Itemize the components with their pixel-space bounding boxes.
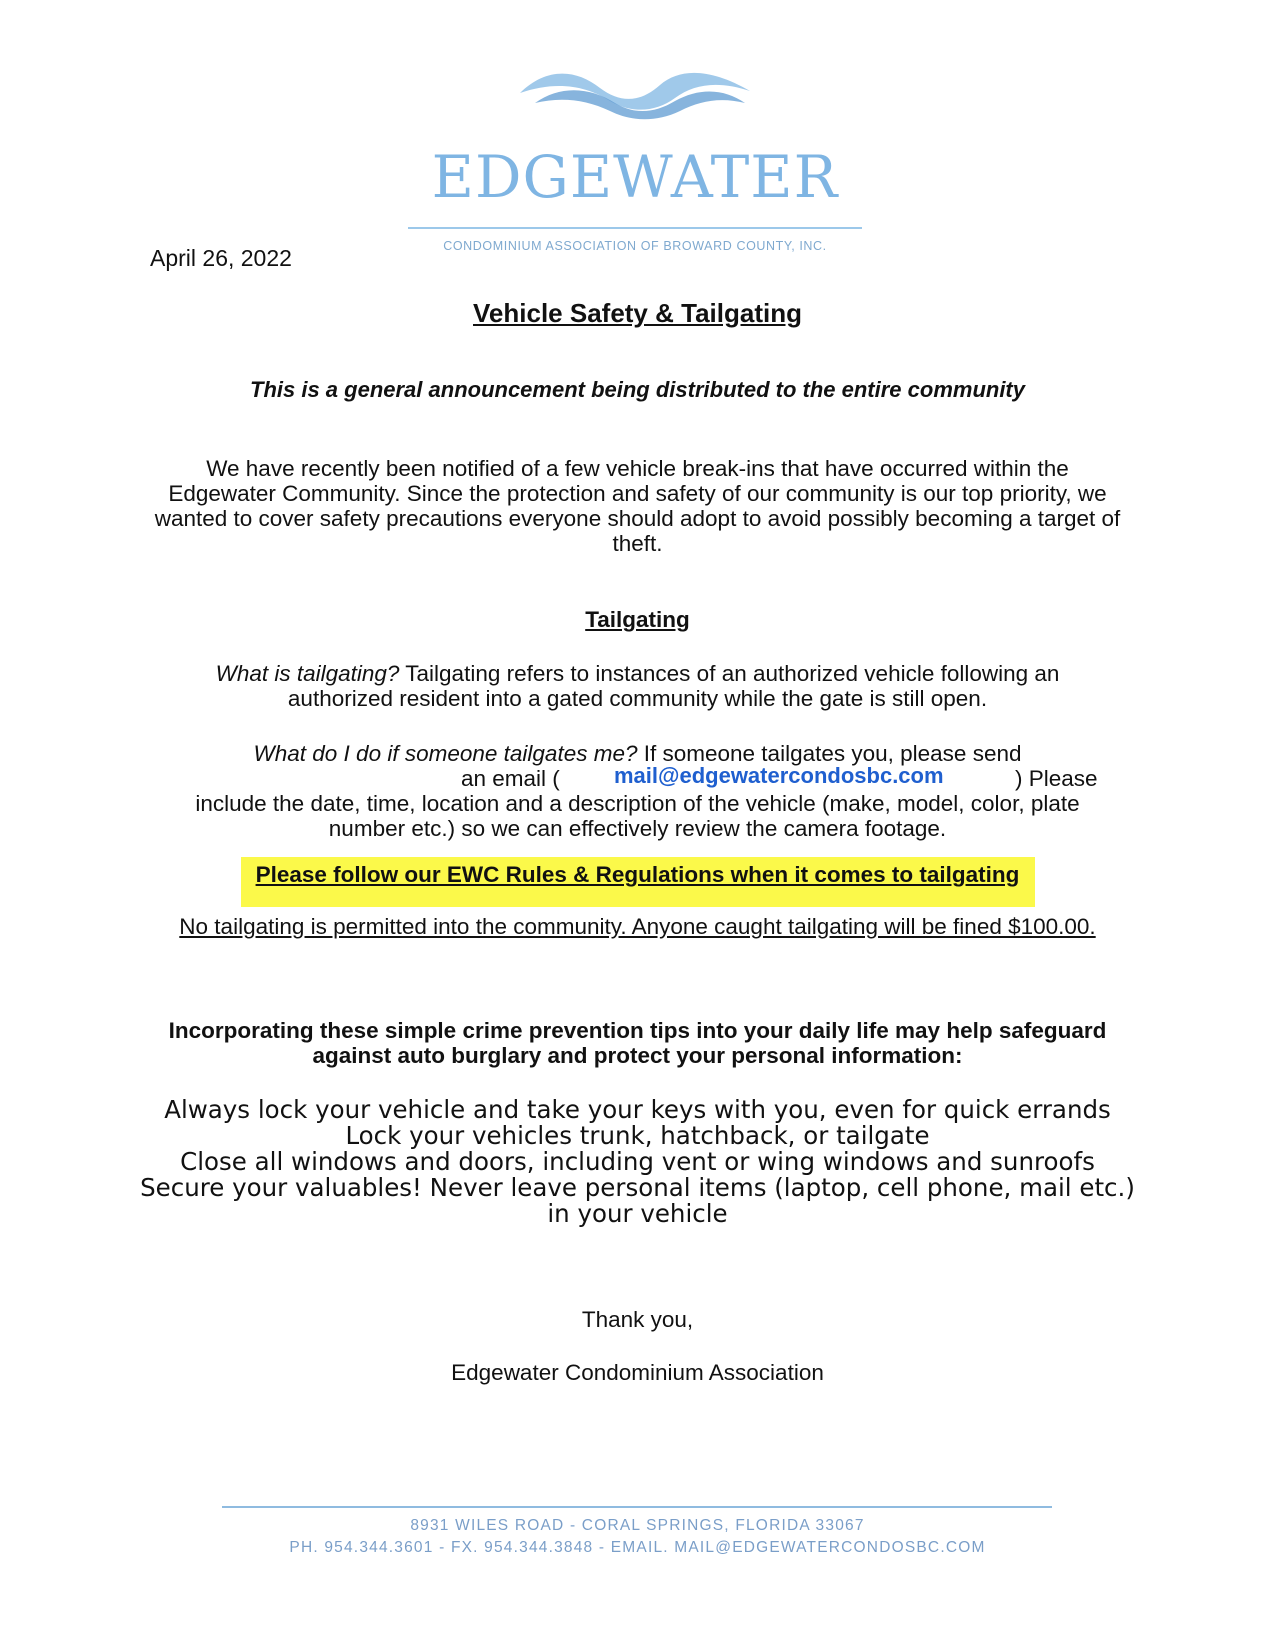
faq-what-is-tailgating <box>160 661 1115 711</box>
highlighted-notice: Please follow our EWC Rules & Regulations when it comes to tailgating <box>255 862 1020 887</box>
page-title: Vehicle Safety & Tailgating <box>473 298 802 328</box>
faq-question: What do I do if someone tailgates me? <box>253 741 638 766</box>
wave-icon <box>515 63 755 123</box>
email-suffix: ) Please <box>1015 766 1098 791</box>
tip-item: Close all windows and doors, including vent or wing windows and sunroofs <box>180 1147 1095 1176</box>
email-prefix: an email ( <box>461 766 560 791</box>
subtitle: This is a general announcement being distributed to the entire community <box>250 377 1025 402</box>
footer-divider <box>222 1506 1052 1508</box>
footer-contact: PH. 954.344.3601 - FX. 954.344.3848 - EMAIL. MAIL@EDGEWATERCONDOSBC.COM <box>289 1539 986 1556</box>
tip-item: Secure your valuables! Never leave personal items (laptop, cell phone, mail etc.) in your vehicle <box>140 1173 1135 1228</box>
logo-name: EDGEWATER <box>431 143 839 211</box>
fine-rule: No tailgating is permitted into the community. Anyone caught tailgating will be fined $100.00. <box>179 914 1096 939</box>
intro-paragraph: We have recently been notified of a few vehicle break-ins that have occurred within the Edgewater Community. Since the protection and safety of our community is our top priority, we wanted to cover safety precautions everyone should adopt to avoid possibly becoming a target of theft. <box>154 456 1121 556</box>
faq-answer-continued: include the date, time, location and a description of the vehicle (make, model, color, plate number etc.) so we can effectively review the camera footage. <box>195 791 1080 841</box>
letter-date: April 26, 2022 <box>150 245 292 271</box>
signature: Edgewater Condominium Association <box>451 1360 824 1385</box>
faq-answer: Tailgating refers to instances of an authorized vehicle following an authorized resident into a gated community while the gate is still open. <box>287 661 1060 711</box>
faq-question: What is tailgating? <box>215 661 400 686</box>
tips-list <box>140 1097 1135 1227</box>
tip-item: Always lock your vehicle and take your keys with you, even for quick errands <box>164 1095 1111 1124</box>
tips-intro: Incorporating these simple crime prevention tips into your daily life may help safeguard against auto burglary and protect your personal information: <box>168 1018 1107 1068</box>
footer-address: 8931 WILES ROAD - CORAL SPRINGS, FLORIDA 33067 <box>410 1517 865 1534</box>
closing: Thank you, <box>581 1307 694 1332</box>
logo-tagline: CONDOMINIUM ASSOCIATION OF BROWARD COUNTY, INC. <box>443 239 827 253</box>
faq-answer: If someone tailgates you, please send <box>637 741 1022 766</box>
tip-item: Lock your vehicles trunk, hatchback, or tailgate <box>345 1121 930 1150</box>
email-link[interactable]: mail@edgewatercondosbc.com <box>614 763 944 788</box>
logo-divider <box>408 227 862 229</box>
section-heading-tailgating: Tailgating <box>585 607 690 632</box>
email-line <box>160 763 1115 791</box>
logo <box>400 55 870 253</box>
